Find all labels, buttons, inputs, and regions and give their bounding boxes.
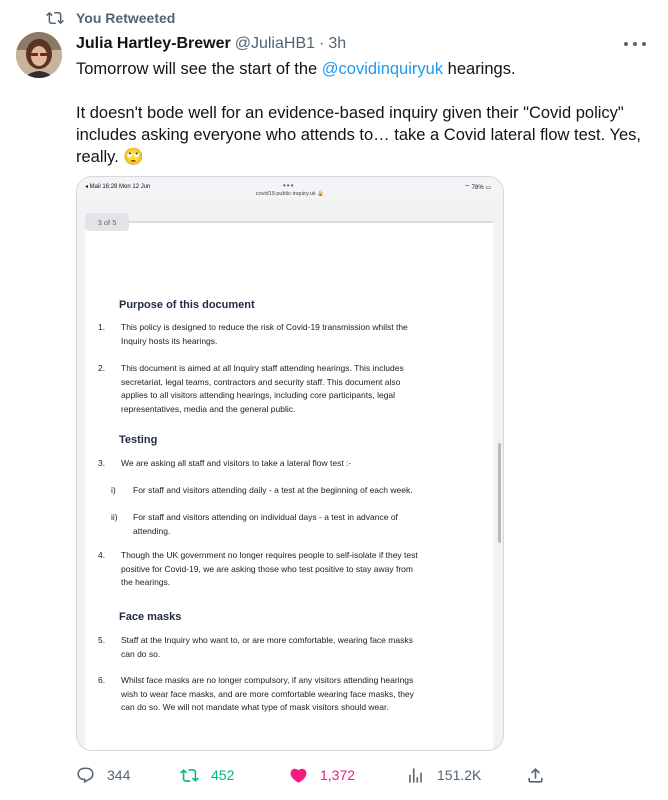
browser-url: covid19.public-inquiry.uk 🔒 <box>255 191 325 197</box>
list-item <box>98 674 421 715</box>
avatar[interactable] <box>16 32 62 78</box>
sub-item-text: For staff and visitors attending on individual days - a test in advance of attending. <box>133 512 398 536</box>
mention-link[interactable]: @covidinquiryuk <box>321 60 444 78</box>
retweet-count: 452 <box>211 767 235 783</box>
sub-item-number: ii) <box>111 512 118 522</box>
list-item <box>98 321 421 348</box>
list-item <box>98 549 421 590</box>
section-heading-testing <box>119 434 469 447</box>
list-item <box>98 634 421 661</box>
views-count: 151.2K <box>437 767 482 783</box>
like-count: 1,372 <box>320 767 356 783</box>
heading-text: Purpose of this document <box>119 299 255 311</box>
share-button[interactable] <box>526 762 557 788</box>
like-button[interactable] <box>289 762 355 788</box>
tweet-time[interactable]: 3h <box>328 35 347 52</box>
pdf-viewer <box>77 199 503 750</box>
item-text: Though the UK government no longer requires people to self-isolate if they test positive for Covid-19, we are asking those who test positive to stay away from the hearings. <box>121 550 418 587</box>
page-indicator: 3 of 5 <box>85 213 129 231</box>
reply-button[interactable] <box>76 762 130 788</box>
tweet-text-segment: Tomorrow will see the start of the <box>76 60 322 78</box>
retweet-icon <box>46 9 64 27</box>
item-text: We are asking all staff and visitors to take a lateral flow test :- <box>121 458 352 468</box>
tweet-text-segment: hearings. <box>443 60 516 78</box>
section-heading-masks <box>119 611 469 624</box>
ipad-status-bar <box>77 177 503 199</box>
status-right: ⌔ 78% ▭ <box>464 185 491 191</box>
tweet-media-image[interactable] <box>76 176 504 751</box>
retweeted-indicator <box>46 8 175 28</box>
tweet-paragraph-1 <box>76 58 656 80</box>
share-icon <box>526 766 545 785</box>
status-dots: ••• <box>283 181 295 190</box>
reply-icon <box>76 766 95 785</box>
item-number: 2. <box>98 363 106 373</box>
retweeted-label: You Retweeted <box>76 10 176 26</box>
retweet-button[interactable] <box>180 762 234 788</box>
item-text: Staff at the Inquiry who want to, or are more comfortable, wearing face masks can do so. <box>121 635 413 659</box>
author-name[interactable]: Julia Hartley-Brewer <box>76 35 231 52</box>
status-left: ◂ Mail 16:28 Mon 12 Jun <box>85 184 151 190</box>
item-number: 3. <box>98 458 106 468</box>
sub-list-item <box>111 511 423 538</box>
views-button[interactable] <box>406 762 481 788</box>
list-item <box>98 362 421 416</box>
heart-icon <box>289 766 308 785</box>
tweet-actions <box>76 762 646 788</box>
item-number: 4. <box>98 550 106 560</box>
retweet-icon <box>180 766 199 785</box>
separator: · <box>319 35 325 52</box>
views-chart-icon <box>406 766 425 785</box>
item-text: Whilst face masks are no longer compulsory, if any visitors attending hearings wish to wear face masks, and are more comfortable wearing face masks, they can do so. We will not mandate what type of mask visitors should wear. <box>121 675 414 712</box>
document-page <box>85 221 493 751</box>
item-number: 5. <box>98 635 106 645</box>
section-heading-purpose <box>119 299 469 312</box>
heading-text: Face masks <box>119 611 182 623</box>
avatar-image <box>16 32 62 78</box>
tweet-text <box>76 58 656 168</box>
sub-list-item <box>111 484 423 498</box>
list-item <box>98 457 421 471</box>
reply-count: 344 <box>107 767 131 783</box>
heading-text: Testing <box>119 434 158 446</box>
sub-item-text: For staff and visitors attending daily - a test at the beginning of each week. <box>133 485 413 495</box>
sub-item-number: i) <box>111 485 116 495</box>
item-text: This document is aimed at all Inquiry staff attending hearings. This includes secretariat, legal teams, contractors and security staff. This document also applies to all visitors attending hearings, including core participants, legal representatives, media and the general public. <box>121 363 404 414</box>
item-number: 6. <box>98 675 106 685</box>
item-number: 1. <box>98 322 106 332</box>
tweet-header <box>76 33 346 55</box>
more-options-icon[interactable] <box>624 36 646 52</box>
item-text: This policy is designed to reduce the risk of Covid-19 transmission whilst the Inquiry hosts its hearings. <box>121 322 408 346</box>
author-handle[interactable]: @JuliaHB1 <box>234 35 316 52</box>
pdf-scrollbar <box>498 443 501 543</box>
tweet-paragraph-2: It doesn't bode well for an evidence-based inquiry given their "Covid policy" includes asking everyone who attends to… take a Covid lateral flow test. Yes, really. 🙄 <box>76 104 641 166</box>
